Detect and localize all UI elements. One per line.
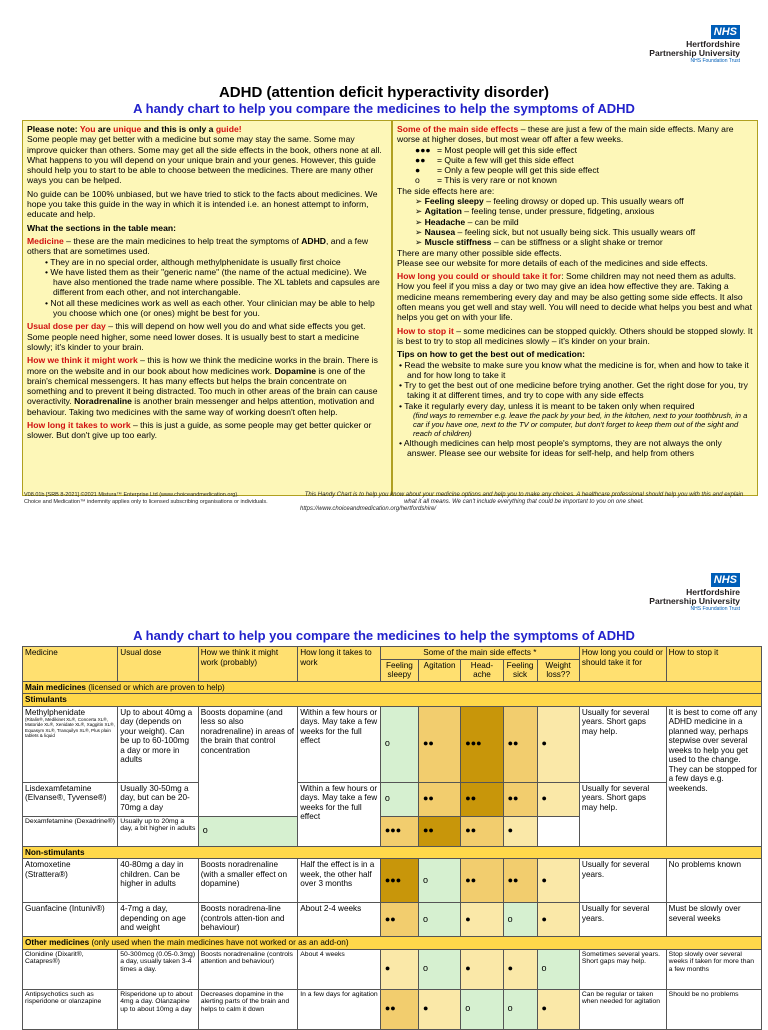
medicine-table	[22, 646, 762, 1030]
hdr-work: How we think it might work (probably)	[198, 647, 298, 682]
methyl-sleepy: o	[380, 706, 418, 782]
legend-3	[397, 165, 753, 175]
work-c: is another brain messenger and helps attention, motivation and behaviour. Taking two medicines with the same way of working doesn't often help.	[27, 396, 375, 417]
lisdex-headache: ●●	[461, 782, 503, 816]
clon-takes: About 4 weeks	[298, 949, 381, 989]
nonstim-cell: Non-stimulants	[23, 846, 762, 859]
note-guide: guide!	[215, 124, 242, 134]
work-section	[27, 355, 387, 417]
table-row	[23, 706, 762, 782]
stim-stop: It is best to come off any ADHD medicine in a planned way, perhaps stepwise over several weeks to help you get used to the change. They can be stopped for a few days e.g. weekends.	[666, 706, 761, 846]
nhs-logo-2	[640, 570, 740, 612]
table-row	[23, 782, 762, 816]
methyl-headache: ●●●	[461, 706, 503, 782]
stop-label: How to stop it	[397, 325, 454, 336]
anti-agitation: ●	[418, 989, 460, 1029]
bullet-2-text: We have listed them as their "generic name" (the name of the actual medicine). We have also mentioned the trade name where possible. The XL tablets and capsules are different from each other, and not interchangable.	[50, 266, 380, 298]
effect-4-text: – feeling sick, but not usually being sick. This usually wears off	[455, 226, 696, 237]
footer-right-1: This Handy Chart is to help you know about your medicine options and help you to make any choices. A healthcare professional should help you with this and explain what it all means. We can't include everything that could be important to you on one sheet.	[304, 492, 744, 505]
tip-3: • Take it regularly every day, unless it is meant to be taken only when required	[399, 400, 695, 411]
table-row	[23, 859, 762, 903]
note	[27, 124, 387, 186]
dex-name: Dexamfetamine (Dexadrine®)	[23, 816, 118, 846]
right-panel	[392, 120, 758, 496]
long-label: How long you could or should take it for	[397, 271, 562, 282]
anti-headache: o	[461, 989, 503, 1029]
hdr-sick: Feeling sick	[503, 659, 537, 681]
atom-stop: No problems known	[666, 859, 761, 903]
anti-stop: Should be no problems	[666, 989, 761, 1029]
footer-left-1: V08.01b [SRB 8-2021] ©2021 Mistura™ Enterprise Ltd (www.choiceandmedication.org).	[24, 492, 239, 498]
legend-2-text: = Quite a few will get this side effect	[437, 154, 574, 165]
atom-name: Atomoxetine (Strattera®)	[23, 859, 118, 903]
clon-weight: o	[537, 949, 579, 989]
dex-dose: Usually up to 20mg a day, a bit higher in adults	[118, 816, 198, 846]
tip-3-text: Take it regularly every day, unless it is meant to be taken only when required	[404, 400, 695, 411]
legend-2	[397, 155, 753, 165]
anti-name: Antipsychotics such as risperidone or olanzapine	[23, 989, 118, 1029]
hdr-dose: Usual dose	[118, 647, 198, 682]
lisdex-takes: Within a few hours or days. May take a few weeks for the full effect	[298, 782, 381, 846]
table-row	[23, 903, 762, 937]
header-row-1	[23, 647, 762, 660]
table-row	[23, 949, 762, 989]
effect-2-name: Agitation	[424, 206, 462, 217]
effect-3-name: Headache	[424, 216, 466, 227]
page-subtitle: A handy chart to help you compare the medicines to help the symptoms of ADHD	[133, 101, 635, 116]
takes-section	[27, 420, 387, 441]
left-panel	[22, 120, 392, 496]
methyl-takes: Within a few hours or days. May take a few weeks for the full effect	[298, 706, 381, 782]
hdr-long: How long you could or should take it for	[579, 647, 666, 682]
lisdex-long: Usually for several years. Short gaps may help.	[579, 782, 666, 846]
clon-headache: ●	[461, 949, 503, 989]
work-b: is one of the brain's chemical messengers. It has many effects but helps the brain concentrate on something and to prevent it being distracted. Too much in other areas of the brain can cause overactivity.	[27, 365, 378, 407]
takes-label: How long it takes to work	[27, 420, 131, 431]
footer-left	[24, 492, 314, 505]
nhs-badge-2: NHS	[711, 573, 740, 587]
methyl-brands: (Ritalin®, Medikinet XL®, Concerta XL®, Matoride XL®, Xenidate XL®, Xaggitin XL®, Equasym XL®, Tranquilyn XL®, Plus plain tablets & liquid	[25, 717, 115, 739]
anti-work: Decreases dopamine in the alerting parts of the brain and helps to calm it down	[198, 989, 298, 1029]
anti-weight: ●	[537, 989, 579, 1029]
anti-sick: o	[503, 989, 537, 1029]
logo-line1: Hertfordshire	[686, 39, 740, 49]
clon-sick: ●	[503, 949, 537, 989]
clon-work: Boosts noradrenaline (controls attention and behaviour)	[198, 949, 298, 989]
atom-work: Boosts noradrenaline (with a smaller effect on dopamine)	[198, 859, 298, 903]
se-section	[397, 124, 753, 145]
footer-right	[300, 492, 748, 513]
legend-2-sym: ●●	[415, 154, 426, 165]
hdr-takes: How long it takes to work	[298, 647, 381, 682]
medicine-section	[27, 236, 387, 257]
nhs-logo	[640, 22, 740, 64]
methyl-work: Boosts dopamine (and less so also noradrenaline) in areas of the brain that control concentration	[198, 706, 298, 816]
effect-1-name: Feeling sleepy	[424, 196, 484, 207]
clon-sleepy: ●	[380, 949, 418, 989]
table-row	[23, 989, 762, 1029]
clon-long: Sometimes several years. Short gaps may help.	[579, 949, 666, 989]
methyl-weight: ●	[537, 706, 579, 782]
tip-2: • Try to get the best out of one medicine before trying another. Get the right dose for you, try taking it at different times, and try to cope with any side effects	[399, 380, 748, 401]
atom-agitation: o	[418, 859, 460, 903]
logo2-line1: Hertfordshire	[686, 587, 740, 597]
effect-4: ➢ Nausea – feeling sick, but not usually being sick. This usually wears off	[415, 226, 696, 237]
other-row	[23, 937, 762, 950]
atom-headache: ●●	[461, 859, 503, 903]
main-label: Main medicines	[25, 682, 86, 692]
stop-section	[397, 326, 753, 347]
para-1: Some people may get better with a medicine but some may stay the same. Some may improve quicker than others. Some may get all the side effects in the book, others none at all. What happens to you will depend on your unique brain and your genes. However, this guide should help you to start to be able to choose between the medicines. There are many other ways you can be helped.	[27, 134, 382, 186]
note-c: and this is only a	[141, 124, 216, 134]
medicine-a: – these are the main medicines to help treat the symptoms of	[63, 235, 302, 246]
hdr-se: Some of the main side effects *	[380, 647, 579, 660]
footer-left-2: Choice and Medication™ indemnity applies only to licensed subscribing organisations or individuals.	[24, 498, 268, 505]
methyl-sick: ●●	[503, 706, 537, 782]
tip-2-text: Try to get the best out of one medicine before trying another. Get the right dose for you, try taking it at different times, and try to cope with any side effects	[404, 380, 748, 401]
atom-weight: ●	[537, 859, 579, 903]
bullet-2: • We have listed them as their "generic name" (the name of the actual medicine). We have also mentioned the trade name where possible. The XL tablets and capsules are different from each other, and not interchangable.	[45, 266, 380, 298]
effect-5-name: Muscle stiffness	[424, 237, 492, 248]
work-noradrenaline: Noradrenaline	[74, 396, 132, 407]
legend-4-sym: o	[415, 175, 420, 186]
stop-text: – some medicines can be stopped quickly. Others should be stopped slowly. It is best to try to stop all medicines slowly – it's kinder on your brain.	[397, 325, 753, 346]
legend-3-text: = Only a few people will get this side effect	[437, 165, 600, 176]
atom-long: Usually for several years.	[579, 859, 666, 903]
lisdex-sleepy: o	[380, 782, 418, 816]
takes-text: – this is just a guide, as some people may get better quicker or slower. But don't give up too early.	[27, 420, 372, 441]
guan-agitation: o	[418, 903, 460, 937]
dose-label: Usual dose per day	[27, 321, 106, 332]
effect-3-text: – can be mild	[465, 216, 519, 227]
logo-line2: Partnership University	[649, 48, 740, 58]
other-rest: (only used when the main medicines have not worked or as an add-on)	[89, 938, 349, 947]
stim-row	[23, 694, 762, 707]
page-title: ADHD (attention deficit hyperactivity disorder)	[218, 84, 550, 101]
effect-5-text: – can be stiffness or a slight shake or tremor	[491, 237, 663, 248]
legend-1-sym: ●●●	[415, 144, 431, 155]
bullet-3: • Not all these medicines work as well as each other. Your clinician may be able to help you choose which one (or ones) might be best for you.	[45, 297, 375, 319]
legend-3-sym: ●	[415, 165, 421, 176]
hdr-stop: How to stop it	[666, 647, 761, 682]
guan-sick: o	[503, 903, 537, 937]
se-more-1: There are many other possible side effects.	[397, 247, 562, 258]
clon-stop: Stop slowly over several weeks if taken for more than a few months	[666, 949, 761, 989]
clon-agitation: o	[418, 949, 460, 989]
effect-1: ➢ Feeling sleepy – feeling drowsy or doped up. This usually wears off	[415, 196, 684, 207]
legend-1-text: = Most people will get this side effect	[437, 144, 578, 155]
guan-long: Usually for several years.	[579, 903, 666, 937]
se-text: – these are just a few of the main side effects. Many are worse at higher doses, but most wear off after a few weeks.	[397, 124, 734, 145]
dex-headache: ●●	[418, 816, 460, 846]
lisdex-sick: ●●	[503, 782, 537, 816]
anti-sleepy: ●●	[380, 989, 418, 1029]
atom-sick: ●●	[503, 859, 537, 903]
dex-weight: ●	[503, 816, 537, 846]
guan-weight: ●	[537, 903, 579, 937]
dex-agitation: ●●●	[380, 816, 418, 846]
guan-sleepy: ●●	[380, 903, 418, 937]
guan-work: Boosts noradrena-line (controls atten-tion and behaviour)	[198, 903, 298, 937]
logo2-line2: Partnership University	[649, 596, 740, 606]
hdr-headache: Head-ache	[461, 659, 503, 681]
legend-4-text: = This is very rare or not known	[437, 175, 557, 186]
bullet-3-text: Not all these medicines work as well as each other. Your clinician may be able to help you choose which one (or ones) might be best for you.	[50, 297, 375, 319]
atom-sleepy: ●●●	[380, 859, 418, 903]
legend-4	[397, 175, 753, 185]
methyl-name	[23, 706, 118, 782]
clon-dose: 50-300mcg (0.05-0.3mg) a day, usually taken 3-4 times a day.	[118, 949, 198, 989]
logo-line3: NHS Foundation Trust	[690, 58, 740, 64]
clon-name: Clonidine (Dixarit®, Catapres®)	[23, 949, 118, 989]
anti-long: Can be regular or taken when needed for agitation	[579, 989, 666, 1029]
tip-1: • Read the website to make sure you know what the medicine is for, when and how to take it and for how long to take it	[399, 359, 749, 380]
bullet-1: • They are in no special order, although methylphenidate is usually first choice	[45, 256, 341, 267]
legend-1	[397, 145, 753, 155]
methyl-long: Usually for several years. Short gaps may help.	[579, 706, 666, 782]
main-row	[23, 681, 762, 694]
para-2: No guide can be 100% unbiased, but we have tried to stick to the facts about medicines. We hope you take this guide in the way in which it is intended i.e. an honest attempt to inform, educate and help.	[27, 188, 378, 220]
lisdex-weight: ●	[537, 782, 579, 816]
medicine-adhd: ADHD	[301, 235, 327, 246]
anti-dose: Risperidone up to about 4mg a day. Olanzapine up to about 10mg a day	[118, 989, 198, 1029]
methyl-name-text: Methylphenidate	[25, 707, 86, 717]
lisdex-agitation: ●●	[418, 782, 460, 816]
nhs-badge: NHS	[711, 25, 740, 39]
guan-stop: Must be slowly over several weeks	[666, 903, 761, 937]
note-unique: unique	[113, 124, 142, 134]
other-cell	[23, 937, 762, 950]
hdr-agitation: Agitation	[418, 659, 460, 681]
anti-takes: In a few days for agitation	[298, 989, 381, 1029]
se-more-2: Please see our website for more details of each of the medicines and side effects.	[397, 257, 708, 268]
hdr-medicine: Medicine	[23, 647, 118, 682]
effect-1-text: – feeling drowsy or doped up. This usually wears off	[483, 196, 684, 207]
effect-2-text: – feeling tense, under pressure, fidgeting, anxious	[461, 206, 655, 217]
main-cell	[23, 681, 762, 694]
footer-right-link[interactable]: https://www.choiceandmedication.org/hertfordshire/	[300, 506, 437, 512]
tip-italic: (find ways to remember e.g. leave the pack by your bed, in the kitchen, next to your toothbrush, in a car if you have one, next to the TV or computer, but don't forget to keep them out of the sight and reach of children)	[413, 411, 748, 439]
logo2-line3: NHS Foundation Trust	[690, 606, 740, 612]
stim-cell: Stimulants	[23, 694, 762, 707]
sections-title: What the sections in the table mean:	[27, 222, 176, 233]
dose-text: – this will depend on how well you do and what side effects you get. Some people need higher, some need lower doses. It is usually best to start a medicine slowly; it's kinder to your brain.	[27, 321, 366, 352]
tips-title: Tips on how to get the best out of medication:	[397, 349, 585, 360]
main-rest: (licensed or which are proven to help)	[85, 682, 225, 692]
long-section	[397, 271, 753, 322]
work-a: – this is how we think the medicine works in the brain. There is more on the website and in our book about how medicines work.	[27, 355, 378, 376]
bullet-1-text: They are in no special order, although methylphenidate is usually first choice	[50, 256, 341, 267]
guan-headache: ●	[461, 903, 503, 937]
work-label: How we think it might work	[27, 355, 138, 366]
guan-dose: 4-7mg a day, depending on age and weight	[118, 903, 198, 937]
atom-dose: 40-80mg a day in children. Can be higher in adults	[118, 859, 198, 903]
methyl-agitation: ●●	[418, 706, 460, 782]
tip-4: • Although medicines can help most people's symptoms, they are not always the only answer. Please see our website for ideas for self-help, and help from others	[399, 438, 722, 459]
hdr-sleepy: Feeling sleepy	[380, 659, 418, 681]
hdr-weight: Weight loss??	[537, 659, 579, 681]
note-b: are	[95, 124, 114, 134]
note-a: Please note:	[27, 124, 80, 134]
dex-sick: ●●	[461, 816, 503, 846]
note-you: You	[79, 124, 96, 134]
se-here: The side effects here are:	[397, 185, 495, 196]
lisdex-name: Lisdexamfetamine (Elvanse®, Tyvense®)	[23, 782, 118, 816]
se-label: Some of the main side effects	[397, 124, 519, 134]
tip-4-text: Although medicines can help most people's symptoms, they are not always the only answer. Please see our website for ideas for self-help, and help from others	[403, 438, 722, 459]
effect-3: ➢ Headache – can be mild	[415, 216, 519, 227]
other-label: Other medicines	[25, 938, 90, 947]
medicine-label: Medicine	[27, 235, 64, 246]
lisdex-dose: Usually 30-50mg a day, but can be 20-70mg a day	[118, 782, 198, 816]
medicine-b: , and a few others that are sometimes used.	[27, 235, 369, 257]
long-text: : Some children may not need them as adults. How you feel if you miss a day or two may give an idea how effective they are. Taking a medicine means remembering every day and may be also getting some side effects. It also often means you get well and stay well. You will need to decide what helps you best and what helps you get on with your life.	[397, 271, 752, 323]
page2-title: A handy chart to help you compare the medicines to help the symptoms of ADHD	[133, 628, 635, 643]
effect-4-name: Nausea	[424, 226, 456, 237]
tip-1-text: Read the website to make sure you know what the medicine is for, when and how to take it and for how long to take it	[404, 359, 749, 380]
dose-section	[27, 321, 387, 352]
nonstim-row	[23, 846, 762, 859]
effect-5: ➢ Muscle stiffness – can be stiffness or a slight shake or tremor	[415, 237, 663, 248]
atom-takes: Half the effect is in a week, the other half over 3 months	[298, 859, 381, 903]
work-dopamine: Dopamine	[274, 365, 316, 376]
guan-name: Guanfacine (Intuniv®)	[23, 903, 118, 937]
effect-2: ➢ Agitation – feeling tense, under pressure, fidgeting, anxious	[415, 206, 655, 217]
methyl-dose: Up to about 40mg a day (depends on your weight). Can be up to 60-100mg a day or more in adults	[118, 706, 198, 782]
dex-sleepy: o	[198, 816, 298, 846]
guan-takes: About 2-4 weeks	[298, 903, 381, 937]
